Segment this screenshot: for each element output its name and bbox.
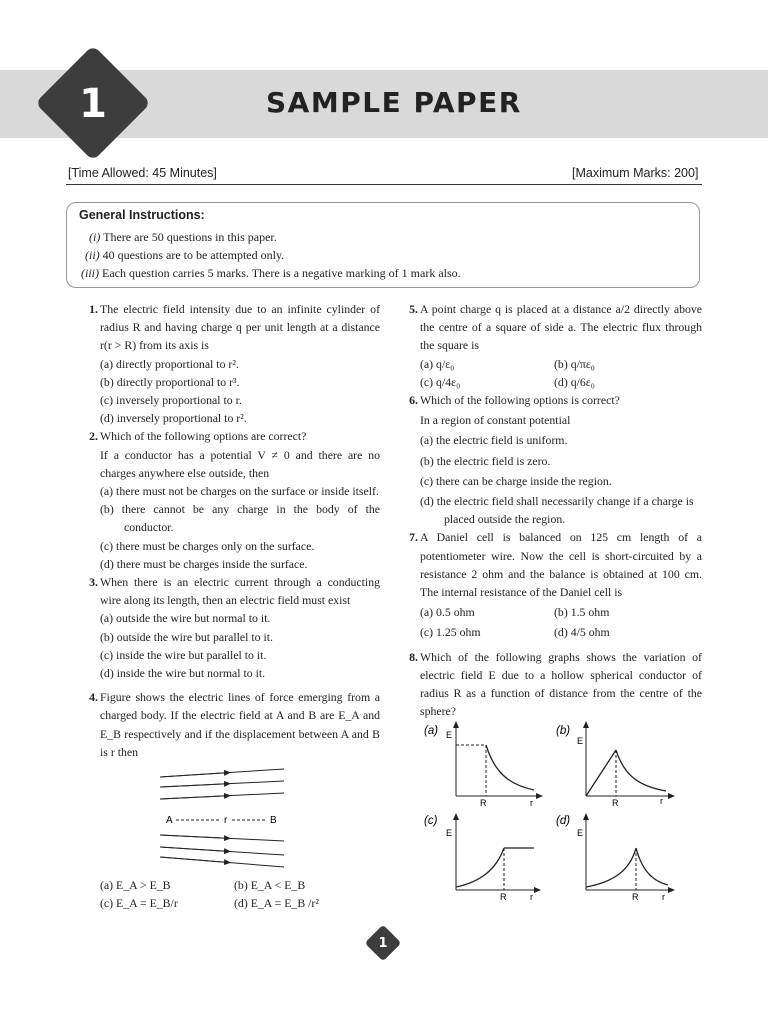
option-b: (b) 1.5 ohm xyxy=(554,605,610,620)
field-line-arrow xyxy=(160,784,230,787)
curve-inside xyxy=(586,750,616,796)
question-2-stem xyxy=(68,446,380,482)
question-text: If a conductor has a potential V ≠ 0 and there are no charges anywhere else outside, then xyxy=(100,447,380,480)
question-text: The electric field intensity due to an infinite cylinder of radius R and having charge q per unit length at a distance r(r > R) from its axis is xyxy=(100,302,380,353)
curve-outside xyxy=(486,745,534,790)
option-a: (a) directly proportional to r². xyxy=(100,356,239,371)
point-b-label: B xyxy=(270,815,277,827)
option-d: (d) q/6ε₀ xyxy=(554,374,595,389)
general-instructions xyxy=(66,202,700,288)
instruction-text: Each question carries 5 marks. There is a negative marking of 1 mark also. xyxy=(102,266,461,280)
field-lines-figure xyxy=(68,761,380,871)
left-column xyxy=(68,300,380,913)
question-5 xyxy=(388,300,702,355)
y-axis-label: E xyxy=(446,828,453,839)
option-b: (b) the electric field is zero. xyxy=(420,453,551,468)
y-axis-label: E xyxy=(577,828,584,839)
graph-b-label: (b) xyxy=(556,725,571,738)
option-a: (a) the electric field is uniform. xyxy=(420,433,568,448)
graph-a-label: (a) xyxy=(424,725,439,738)
curve-inside xyxy=(456,848,504,887)
field-line-arrow xyxy=(160,773,230,778)
option-a: (a) q/ε₀ xyxy=(420,356,455,371)
question-number: 7. xyxy=(409,530,418,545)
question-4 xyxy=(68,688,380,761)
graph-b xyxy=(556,724,672,808)
option-b: (b) outside the wire but parallel to it. xyxy=(100,629,273,644)
instruction-num: (ii) xyxy=(85,248,100,262)
question-text: A point charge q is placed at a distance a/2 directly above the centre of a square of side a. The electric flux through the square is xyxy=(420,302,702,353)
instruction-num: (iii) xyxy=(81,266,99,280)
options-row xyxy=(68,894,380,912)
option-c: (c) E_A = E_B/r xyxy=(100,896,178,911)
graph-c xyxy=(424,815,538,900)
displacement-label: r xyxy=(224,815,228,827)
graph-d xyxy=(556,815,672,900)
x-axis-label: r xyxy=(530,892,533,901)
x-axis-label: r xyxy=(662,892,665,901)
curve-outside xyxy=(636,848,668,885)
question-text: Which of the following graphs shows the variation of electric field E due to a hollow spherical conductor of radius R as a function of distance from the centre of the sphere? xyxy=(420,649,702,719)
option-c: (c) there must be charges only on the surface. xyxy=(100,538,315,553)
option-d: (d) inside the wire but normal to it. xyxy=(100,666,266,681)
field-line-arrow xyxy=(160,857,230,863)
y-axis-label: E xyxy=(577,736,584,747)
option-a: (a) 0.5 ohm xyxy=(420,605,475,620)
graph-a xyxy=(424,724,540,808)
option-c: (c) inversely proportional to r. xyxy=(100,393,242,408)
question-number: 6. xyxy=(409,393,418,408)
instruction-item xyxy=(81,266,461,281)
r-mark-label: R xyxy=(500,892,507,901)
option-a: (a) outside the wire but normal to it. xyxy=(100,611,271,626)
question-text: When there is an electric current through a conducting wire along its length, then an electric field must exist xyxy=(100,575,380,608)
option-d: (d) inversely proportional to r². xyxy=(100,411,247,426)
options-row xyxy=(68,876,380,894)
question-1 xyxy=(68,300,380,355)
option-d: (d) the electric field shall necessarily change if a charge is placed outside the region. xyxy=(420,494,694,527)
instruction-text: There are 50 questions in this paper. xyxy=(103,230,277,244)
r-mark-label: R xyxy=(632,892,639,901)
maximum-marks: [Maximum Marks: 200] xyxy=(572,166,699,180)
option-b: (b) q/πε₀ xyxy=(554,356,595,371)
option-b: (b) directly proportional to r³. xyxy=(100,374,240,389)
options-row xyxy=(388,355,702,373)
curve-inside xyxy=(586,848,636,887)
right-column xyxy=(388,300,702,906)
option-b: (b) E_A < E_B xyxy=(234,878,306,893)
question-number: 4. xyxy=(89,690,98,705)
option-b: (b) there cannot be any charge in the body of the conductor. xyxy=(100,502,380,535)
question-text: Figure shows the electric lines of force emerging from a charged body. If the electric field at A and B are E_A and E_B respectively and if the displacement between A and B is r then xyxy=(100,690,380,759)
field-line-arrow xyxy=(160,835,230,838)
question-number: 5. xyxy=(409,302,418,316)
chapter-number: 1 xyxy=(79,81,107,127)
question-text: Which of the following options are correct? xyxy=(100,429,307,444)
question-8 xyxy=(388,648,702,721)
x-axis-label: r xyxy=(660,796,663,807)
option-d: (d) 4/5 ohm xyxy=(554,625,610,640)
question-number: 1. xyxy=(89,302,98,316)
question-7 xyxy=(388,528,702,601)
x-axis-label: r xyxy=(530,798,533,809)
question-6-stem xyxy=(388,411,702,429)
point-a-label: A xyxy=(166,815,173,827)
question-2 xyxy=(68,427,380,445)
options-row xyxy=(388,603,702,621)
question-text: A Daniel cell is balanced on 125 cm length of a potentiometer wire. Now the cell is short-circuited by a resistance 2 ohm and the balance is obtained at 100 cm. The internal resistance of the Daniel cell is xyxy=(420,530,702,600)
instruction-item xyxy=(89,230,277,245)
question-number: 8. xyxy=(409,649,418,664)
option-a: (a) there must not be charges on the surface or inside itself. xyxy=(100,484,379,499)
graph-options-figure xyxy=(388,720,702,900)
question-text: Which of the following options is correct? xyxy=(420,393,620,408)
option-c: (c) inside the wire but parallel to it. xyxy=(100,647,267,662)
time-allowed: [Time Allowed: 45 Minutes] xyxy=(68,166,217,180)
r-mark-label: R xyxy=(480,798,487,809)
question-3 xyxy=(68,573,380,609)
instructions-heading: General Instructions: xyxy=(79,208,205,222)
r-mark-label: R xyxy=(612,798,619,809)
page-title: SAMPLE PAPER xyxy=(266,86,522,119)
instruction-num: (i) xyxy=(89,230,101,244)
options-row xyxy=(388,623,702,641)
field-line-arrow xyxy=(160,796,230,799)
options-row xyxy=(388,373,702,391)
graph-d-label: (d) xyxy=(556,815,571,828)
divider xyxy=(66,184,702,185)
option-c: (c) 1.25 ohm xyxy=(420,625,481,640)
question-number: 2. xyxy=(89,429,98,444)
y-axis-label: E xyxy=(446,730,453,741)
instruction-text: 40 questions are to be attempted only. xyxy=(102,248,285,262)
instruction-item xyxy=(85,248,284,263)
option-d: (d) E_A = E_B /r² xyxy=(234,896,319,911)
option-c: (c) q/4ε₀ xyxy=(420,374,461,389)
option-a: (a) E_A > E_B xyxy=(100,878,171,893)
page-number: 1 xyxy=(378,936,388,951)
option-d: (d) there must be charges inside the surface. xyxy=(100,556,308,571)
curve-outside xyxy=(616,750,666,791)
question-6 xyxy=(388,391,702,409)
graph-c-label: (c) xyxy=(424,815,438,828)
field-line-arrow xyxy=(160,847,230,852)
option-c: (c) there can be charge inside the region. xyxy=(420,473,612,488)
question-number: 3. xyxy=(89,575,98,590)
question-text: In a region of constant potential xyxy=(420,413,571,428)
